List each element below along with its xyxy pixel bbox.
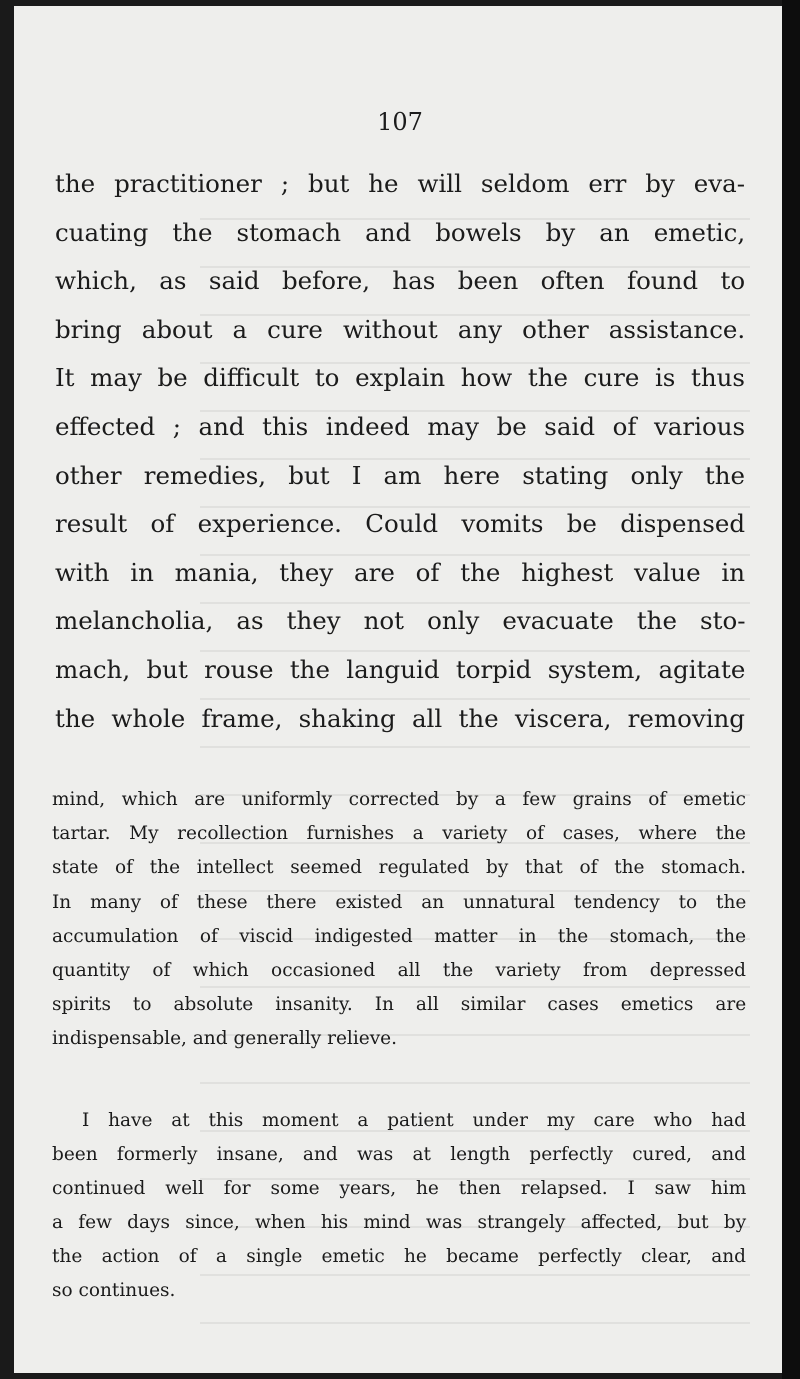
- text-line: indispensable, and generally relieve.: [52, 1028, 397, 1050]
- footnote-paragraph-1: [52, 783, 746, 1057]
- text-line: with in mania, they are of the highest value in: [55, 557, 745, 587]
- text-line: so continues.: [52, 1280, 176, 1301]
- text-line: It may be difficult to explain how the cure is thus: [55, 363, 745, 393]
- text-line: the practitioner ; but he will seldom err by eva-: [55, 169, 745, 198]
- text-line: mind, which are uniformly corrected by a few grains of emetic: [52, 789, 747, 810]
- text-line: accumulation of viscid indigested matter in the stomach, the: [52, 925, 747, 947]
- text-line: the whole frame, shaking all the viscera, removing: [55, 703, 745, 733]
- footnote-paragraph-2: [52, 1104, 746, 1308]
- text-line: bring about a cure without any other assistance.: [55, 314, 746, 344]
- text-line: tartar. My recollection furnishes a variety of cases, where the: [52, 823, 746, 845]
- main-paragraph: [55, 160, 745, 743]
- text-line: spirits to absolute insanity. In all similar cases emetics are: [52, 994, 747, 1016]
- page-number: 107: [377, 108, 423, 136]
- text-line: other remedies, but I am here stating only the: [55, 460, 746, 490]
- text-line: a few days since, when his mind was strangely affected, but by: [52, 1212, 747, 1233]
- text-line: been formerly insane, and was at length perfectly cured, and: [52, 1144, 746, 1165]
- text-line: quantity of which occasioned all the variety from depressed: [52, 960, 746, 982]
- text-line: continued well for some years, he then relapsed. I saw him: [52, 1178, 747, 1199]
- text-line: mach, but rouse the languid torpid system, agitate: [55, 654, 746, 684]
- text-line: which, as said before, has been often found to: [55, 266, 746, 296]
- text-line: result of experience. Could vomits be dispensed: [55, 509, 745, 539]
- text-line: In many of these there existed an unnatural tendency to the: [52, 891, 747, 913]
- text-line: the action of a single emetic he became perfectly clear, and: [52, 1246, 746, 1267]
- scan-edge-shadow: [782, 0, 800, 1379]
- text-line: melancholia, as they not only evacuate the sto-: [55, 606, 746, 636]
- text-line: effected ; and this indeed may be said of various: [55, 411, 746, 441]
- text-line: state of the intellect seemed regulated by that of the stomach.: [52, 857, 746, 879]
- text-line: I have at this moment a patient under my care who had: [82, 1110, 746, 1131]
- text-line: cuating the stomach and bowels by an emetic,: [55, 217, 746, 247]
